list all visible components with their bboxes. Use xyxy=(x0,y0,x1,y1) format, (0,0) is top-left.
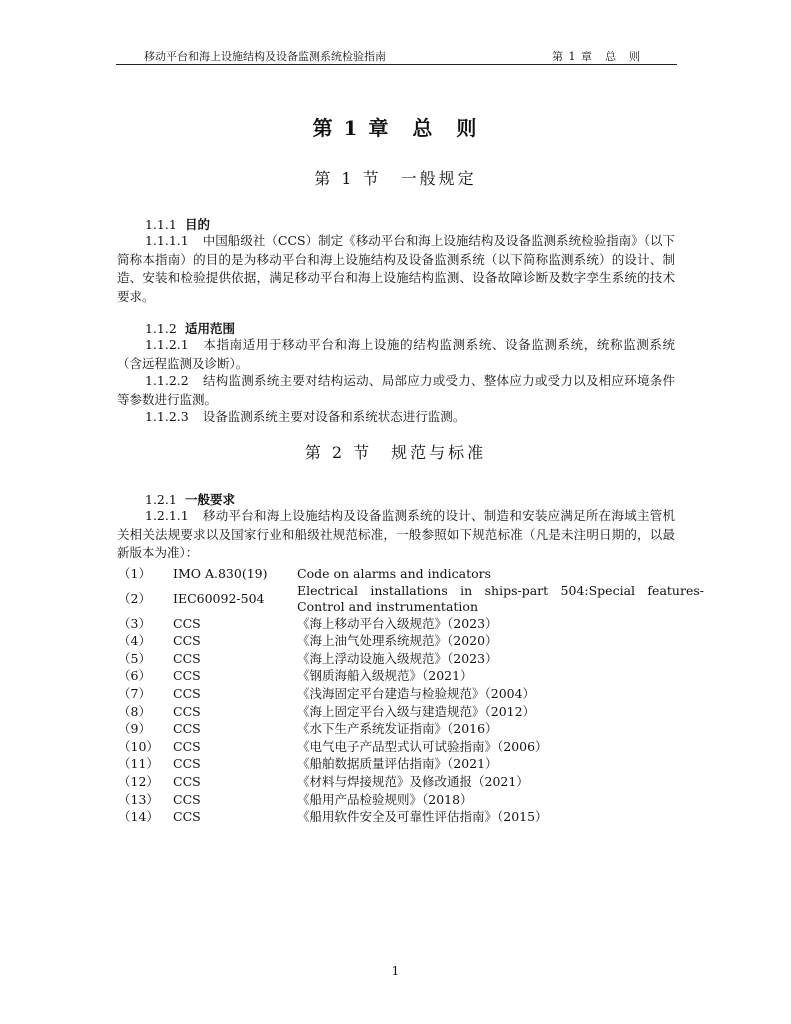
reference-source: IMO A.830(19) xyxy=(173,566,268,581)
reference-index: （6） xyxy=(118,668,151,684)
reference-title: 《海上移动平台入级规范》（2023） xyxy=(297,615,498,631)
reference-row xyxy=(118,583,704,615)
reference-title: 《海上浮动设施入级规范》（2023） xyxy=(297,650,498,666)
reference-index: （4） xyxy=(118,633,151,649)
reference-index: （5） xyxy=(118,650,151,666)
reference-row xyxy=(118,650,704,668)
reference-title: 《钢质海船入级规范》（2021） xyxy=(297,668,473,684)
paragraph-number: 1.1.1.1 xyxy=(145,233,189,248)
heading-1-2-1 xyxy=(145,490,235,508)
heading-number: 1.1.1 xyxy=(145,217,177,232)
reference-row xyxy=(118,720,704,738)
reference-source: CCS xyxy=(173,738,201,754)
reference-title: Electrical installations in ships-part 504:Special features-Control and instrumentation xyxy=(297,582,704,614)
paragraph-number: 1.1.2.1 xyxy=(145,337,189,352)
reference-title: 《船用软件安全及可靠性评估指南》（2015） xyxy=(297,809,548,825)
heading-text: 一般要求 xyxy=(185,492,236,507)
reference-title: 《材料与焊接规范》及修改通报（2021） xyxy=(297,773,529,789)
reference-title: 《海上油气处理系统规范》（2020） xyxy=(297,633,498,649)
reference-source: CCS xyxy=(173,703,201,719)
heading-number: 1.1.2 xyxy=(145,321,177,336)
reference-row xyxy=(118,703,704,721)
paragraph-text: 结构监测系统主要对结构运动、局部应力或受力、整体应力或受力以及相应环境条件等参数进行监测。 xyxy=(117,373,675,407)
paragraph-text: 移动平台和海上设施结构及设备监测系统的设计、制造和安装应满足所在海域主管机关相关法规要求以及国家行业和船级社规范标准，一般参照如下规范标准（凡是未注明日期的，以最新版本为准）： xyxy=(117,508,675,561)
reference-index: （12） xyxy=(118,773,159,789)
paragraph-text: 设备监测系统主要对设备和系统状态进行监测。 xyxy=(202,409,466,424)
reference-source: CCS xyxy=(173,668,201,684)
reference-source: CCS xyxy=(173,721,201,737)
header-chapter: 第 1 章 总 则 xyxy=(552,50,641,63)
reference-source: CCS xyxy=(173,650,201,666)
reference-index: （13） xyxy=(118,791,159,807)
reference-index: （7） xyxy=(118,685,151,701)
heading-text: 目的 xyxy=(185,217,211,232)
paragraph-1-1-2-2 xyxy=(117,372,675,409)
chapter-title: 第 1 章 总 则 xyxy=(312,116,479,140)
paragraph-1-1-1-1 xyxy=(117,232,675,306)
reference-title: 《船用产品检验规则》（2018） xyxy=(297,791,473,807)
reference-index: （8） xyxy=(118,703,151,719)
section-2-title: 第 2 节 规范与标准 xyxy=(304,443,487,462)
reference-row xyxy=(118,791,704,809)
paragraph-number: 1.1.2.3 xyxy=(145,409,189,424)
reference-row xyxy=(118,755,704,773)
reference-source: CCS xyxy=(173,773,201,789)
heading-text: 适用范围 xyxy=(185,321,236,336)
reference-source: CCS xyxy=(173,791,201,807)
paragraph-number: 1.1.2.2 xyxy=(145,373,189,388)
reference-title: 《海上固定平台入级与建造规范》（2012） xyxy=(297,703,536,719)
reference-index: （14） xyxy=(118,809,159,825)
reference-index: （9） xyxy=(118,721,151,737)
reference-row xyxy=(118,667,704,685)
reference-source: CCS xyxy=(173,809,201,825)
running-header xyxy=(116,46,677,65)
reference-index: （2） xyxy=(118,590,151,606)
reference-title: Code on alarms and indicators xyxy=(297,566,492,581)
reference-source: CCS xyxy=(173,685,201,701)
reference-index: （3） xyxy=(118,615,151,631)
reference-row xyxy=(118,685,704,703)
paragraph-number: 1.2.1.1 xyxy=(145,508,189,523)
reference-title: 《水下生产系统发证指南》（2016） xyxy=(297,721,498,737)
reference-index: （11） xyxy=(118,756,159,772)
reference-row xyxy=(118,615,704,633)
header-document-title: 移动平台和海上设施结构及设备监测系统检验指南 xyxy=(144,50,386,63)
reference-title: 《船舶数据质量评估指南》（2021） xyxy=(297,756,498,772)
reference-source: IEC60092-504 xyxy=(173,590,265,606)
reference-standards-table xyxy=(118,565,704,826)
paragraph-1-1-2-1 xyxy=(117,336,675,373)
heading-number: 1.2.1 xyxy=(145,492,177,507)
reference-index: （10） xyxy=(118,738,159,754)
section-1-title: 第 1 节 一般规定 xyxy=(314,169,477,188)
reference-row xyxy=(118,565,704,583)
reference-row xyxy=(118,738,704,756)
paragraph-text: 本指南适用于移动平台和海上设施的结构监测系统、设备监测系统，统称监测系统（含远程监测及诊断）。 xyxy=(117,337,675,371)
paragraph-text: 中国船级社（CCS）制定《移动平台和海上设施结构及设备监测系统检验指南》（以下简称本指南）的目的是为移动平台和海上设施结构及设备监测系统（以下简称监测系统）的设计、制造、安装和检验提供依据，满足移动平台和海上设施结构监测、设备故障诊断及数字孪生系统的技术要求。 xyxy=(117,233,675,304)
heading-1-1-1 xyxy=(145,215,210,233)
reference-title: 《电气电子产品型式认可试验指南》（2006） xyxy=(297,738,548,754)
paragraph-1-2-1-1 xyxy=(117,507,675,563)
reference-row xyxy=(118,632,704,650)
reference-title: 《浅海固定平台建造与检验规范》（2004） xyxy=(297,685,536,701)
reference-row xyxy=(118,808,704,826)
heading-1-1-2 xyxy=(145,319,235,337)
paragraph-1-1-2-3 xyxy=(117,408,675,427)
reference-source: CCS xyxy=(173,756,201,772)
reference-source: CCS xyxy=(173,633,201,649)
reference-index: （1） xyxy=(118,566,151,581)
page-number: 1 xyxy=(391,964,400,978)
reference-row xyxy=(118,773,704,791)
reference-source: CCS xyxy=(173,615,201,631)
